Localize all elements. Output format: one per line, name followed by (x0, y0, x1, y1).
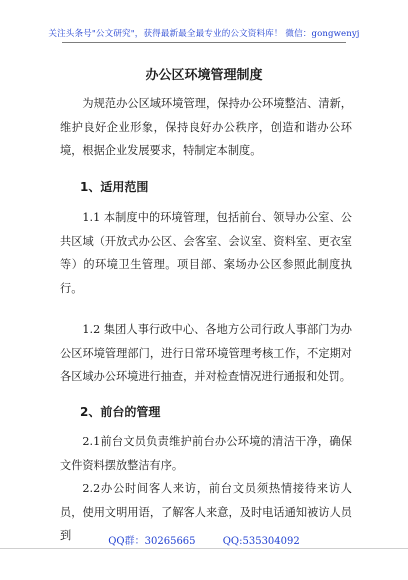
section-heading-reception: 2、前台的管理 (80, 405, 161, 419)
intro-paragraph: 为规范办公区域环境管理，保持办公环境整洁、清新，维护良好企业形象，保持良好办公秩序，创造和谐办公环境，根据企业发展要求，特制定本制度。 (60, 97, 352, 158)
header-divider (62, 42, 346, 43)
paragraph-2-2: 2.2办公时间客人来访，前台文员须热情接待来访人员，使用文明用语，了解客人来意，及时电话通知被访人员到 (60, 482, 352, 543)
footer-contacts (0, 532, 408, 547)
paragraph-1-2: 1.2 集团人事行政中心、各地方公司行政人事部门为办公区环境管理部门，进行日常环境管理考核工作，不定期对各区域办公环境进行抽查，并对检查情况进行通报和处罚。 (60, 323, 352, 384)
paragraph-1-1: 1.1 本制度中的环境管理，包括前台、领导办公室、公共区域（开放式办公区、会客室、会议室、资料室、更衣室等）的环境卫生管理。项目部、案场办公区参照此制度执行。 (60, 211, 352, 295)
document-title: 办公区环境管理制度 (145, 68, 263, 83)
section-heading-scope: 1、适用范围 (80, 180, 149, 194)
footer-qq-group: QQ群：30265665 (108, 536, 196, 547)
paragraph-2-1: 2.1前台文员负责维护前台办公环境的清洁干净，确保文件资料摆放整洁有序。 (60, 435, 352, 472)
header-note: 关注头条号"公文研究"，获得最新最全最专业的公文资料库！ 微信：gongwenyj (48, 29, 360, 39)
footer-qq-number: QQ:535304092 (222, 536, 300, 547)
footer-divider (0, 548, 408, 549)
